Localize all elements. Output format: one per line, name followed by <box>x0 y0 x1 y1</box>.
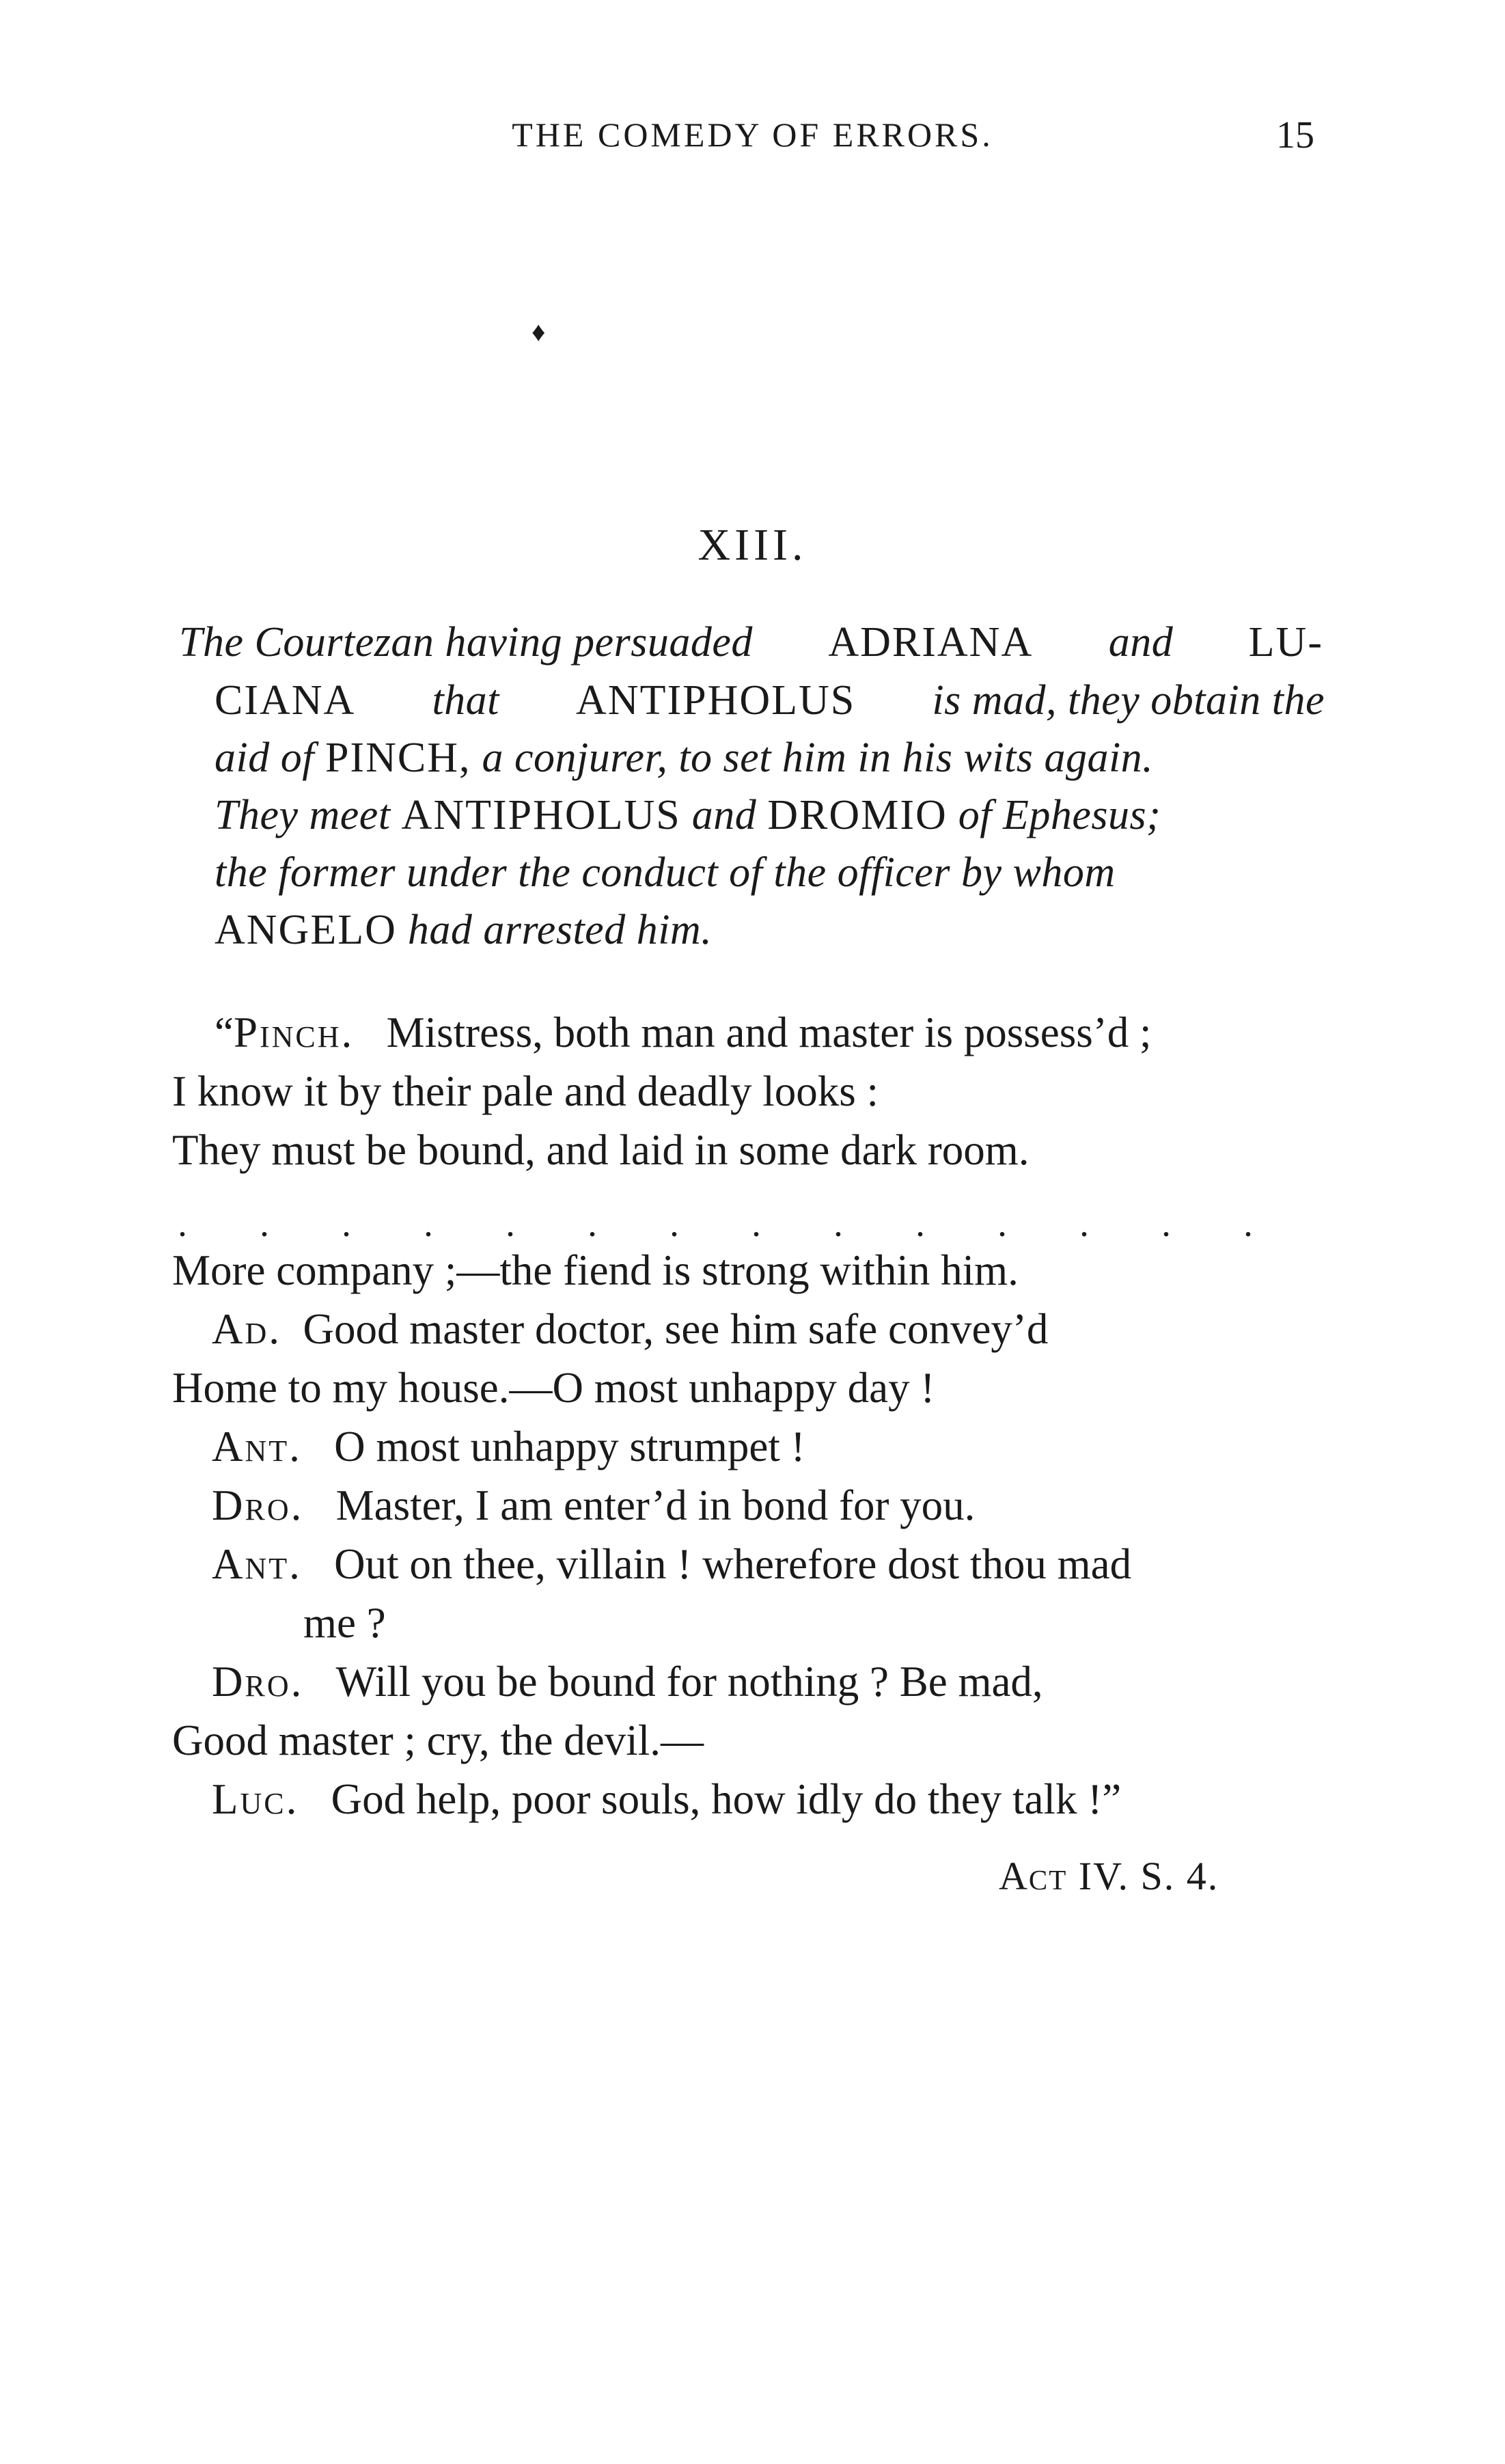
speech-text: They must be bound, and laid in some dark room. <box>172 1126 1030 1174</box>
dialogue-line <box>215 1008 1151 1058</box>
dialogue-line <box>303 1598 386 1648</box>
speech-text: Good master ; cry, the devil.— <box>172 1716 704 1764</box>
dialogue-line <box>172 1125 1030 1175</box>
speaker-name: Ad. <box>212 1305 282 1353</box>
dialogue-line <box>212 1304 1048 1354</box>
speaker-name: Pinch. <box>233 1009 355 1056</box>
speech-text: O most unhappy strumpet ! <box>334 1423 805 1470</box>
character-name: PINCH, <box>325 735 471 781</box>
dialogue-line <box>212 1422 805 1472</box>
speaker-name: Luc. <box>212 1775 299 1823</box>
speech-text: Will you be bound for nothing ? Be mad, <box>335 1658 1043 1706</box>
argument-line-6 <box>215 906 712 955</box>
ellipsis-dot: . <box>179 1212 186 1242</box>
argument-text: had arrested him. <box>407 907 713 953</box>
argument-text: aid of <box>215 735 314 781</box>
argument-line-3 <box>215 734 1153 782</box>
ellipsis-dot: . <box>753 1212 760 1242</box>
speech-text: Good master doctor, see him safe convey’d <box>303 1305 1049 1353</box>
dialogue-line <box>172 1246 1019 1296</box>
dialogue-line <box>212 1657 1043 1707</box>
speech-text: More company ;—the fiend is strong within him. <box>172 1246 1019 1294</box>
ellipsis-dot: . <box>507 1212 514 1242</box>
running-title: THE COMEDY OF ERRORS. <box>512 115 993 154</box>
act-scene-citation: Act IV. S. 4. <box>999 1854 1219 1898</box>
argument-text: and <box>691 792 757 838</box>
ellipsis-dot: . <box>999 1212 1006 1242</box>
character-name: ANTIPHOLUS <box>401 792 681 838</box>
argument-text: of Ephesus; <box>958 792 1161 838</box>
character-name: LU- <box>1248 619 1323 666</box>
page-number: 15 <box>1276 114 1314 156</box>
ellipsis-dot: . <box>589 1212 596 1242</box>
argument-line-4 <box>215 791 1161 840</box>
character-name: CIANA <box>215 677 356 724</box>
speech-text: Out on thee, villain ! wherefore dost thou mad <box>334 1540 1132 1588</box>
argument-text: that <box>432 677 499 724</box>
ellipsis-dot: . <box>343 1212 350 1242</box>
ellipsis-dots <box>179 1211 1252 1243</box>
character-name: ANTIPHOLUS <box>576 677 856 724</box>
character-name: DROMIO <box>767 792 948 838</box>
ellipsis-dot: . <box>1081 1212 1088 1242</box>
argument-text: The Courtezan having persuaded <box>179 619 753 666</box>
open-quote: “ <box>215 1009 234 1056</box>
ellipsis-dot: . <box>1245 1212 1252 1242</box>
speaker-name: Dro. <box>212 1658 304 1706</box>
speech-text: God help, poor souls, how idly do they talk !” <box>331 1775 1122 1823</box>
argument-line-2 <box>215 676 1325 725</box>
speaker-name: Ant. <box>212 1423 302 1470</box>
dialogue-line <box>212 1775 1121 1824</box>
dialogue-line <box>212 1481 975 1531</box>
speech-text: Home to my house.—O most unhappy day ! <box>172 1364 935 1412</box>
argument-line-1 <box>179 618 1323 667</box>
character-name: ADRIANA <box>828 619 1034 666</box>
ellipsis-dot: . <box>671 1212 678 1242</box>
argument-text: the former under the conduct of the officer by whom <box>215 849 1116 896</box>
argument-text: and <box>1108 619 1174 666</box>
ellipsis-dot: . <box>261 1212 268 1242</box>
section-number: XIII. <box>698 520 807 570</box>
speech-text: me ? <box>303 1599 386 1647</box>
ellipsis-dot: . <box>1163 1212 1170 1242</box>
argument-text: is mad, they obtain the <box>932 677 1325 724</box>
argument-text: They meet <box>215 792 391 838</box>
argument-line-5 <box>215 849 1116 897</box>
ellipsis-dot: . <box>835 1212 842 1242</box>
dialogue-line <box>172 1363 935 1413</box>
speaker-name: Dro. <box>212 1481 304 1529</box>
dialogue-line <box>212 1539 1131 1589</box>
speaker-name: Ant. <box>212 1540 302 1588</box>
ellipsis-dot: . <box>425 1212 432 1242</box>
argument-text: a conjurer, to set him in his wits again. <box>482 735 1154 781</box>
character-name: ANGELO <box>215 907 397 953</box>
ornament-mark: ♦ <box>531 316 546 347</box>
dialogue-line <box>172 1716 704 1766</box>
ellipsis-dot: . <box>917 1212 924 1242</box>
speech-text: I know it by their pale and deadly looks : <box>172 1067 879 1115</box>
speech-text: Master, I am enter’d in bond for you. <box>335 1481 976 1529</box>
dialogue-line <box>172 1067 879 1117</box>
speech-text: Mistress, both man and master is possess’d ; <box>386 1009 1152 1056</box>
